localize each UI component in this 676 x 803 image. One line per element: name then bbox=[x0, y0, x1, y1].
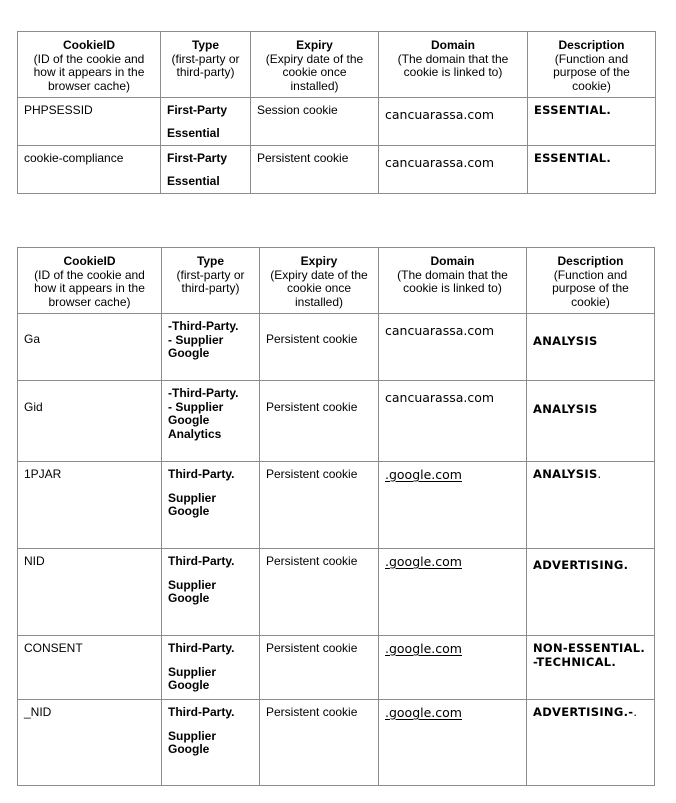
cookie-expiry: Session cookie bbox=[251, 98, 379, 146]
domain-link[interactable]: .google.com bbox=[385, 467, 462, 482]
header-subtitle: (Expiry date of the cookie once installed) bbox=[270, 267, 368, 309]
description-text: ADVERTISING. bbox=[533, 558, 629, 572]
description-text: NON-ESSENTIAL. -TECHNICAL. bbox=[533, 641, 646, 669]
header-title: Expiry bbox=[300, 254, 338, 268]
domain-link[interactable]: .google.com bbox=[385, 554, 462, 569]
domain-link[interactable]: .google.com bbox=[385, 705, 462, 720]
cookie-type-category: Essential bbox=[167, 125, 220, 140]
cookie-type bbox=[162, 636, 260, 700]
header-subtitle: (ID of the cookie and how it appears in the browser cache) bbox=[33, 51, 145, 93]
cookie-description bbox=[527, 549, 655, 636]
cookie-type-party: Third-Party. bbox=[168, 554, 235, 568]
cookie-description bbox=[527, 314, 655, 381]
cookie-id: cookie-compliance bbox=[18, 146, 161, 194]
cookie-domain bbox=[379, 700, 527, 786]
header-description bbox=[528, 32, 656, 98]
header-subtitle: (The domain that the cookie is linked to) bbox=[397, 267, 508, 295]
header-subtitle: (ID of the cookie and how it appears in the browser cache) bbox=[34, 267, 145, 309]
cookie-domain: cancuarassa.com bbox=[379, 314, 527, 381]
header-title: Domain bbox=[430, 38, 475, 52]
cookie-description bbox=[527, 462, 655, 549]
header-subtitle: (Function and purpose of the cookie) bbox=[553, 51, 630, 93]
table-row bbox=[18, 462, 655, 549]
header-title: Domain bbox=[430, 254, 475, 268]
cookie-type bbox=[161, 98, 251, 146]
header-subtitle: (first-party or third-party) bbox=[171, 51, 240, 79]
cookie-domain: cancuarassa.com bbox=[379, 146, 528, 194]
cookie-id: PHPSESSID bbox=[18, 98, 161, 146]
table-row bbox=[18, 700, 655, 786]
table-row bbox=[18, 381, 655, 462]
table-header-row bbox=[18, 32, 656, 98]
header-description bbox=[527, 248, 655, 314]
header-type bbox=[161, 32, 251, 98]
header-subtitle: (Function and purpose of the cookie) bbox=[552, 267, 629, 309]
header-cookieid bbox=[18, 248, 162, 314]
cookie-description bbox=[527, 700, 655, 786]
table-row bbox=[18, 549, 655, 636]
cookie-type-party: Third-Party. bbox=[168, 467, 235, 481]
table-row bbox=[18, 314, 655, 381]
cookie-type-supplier: Supplier Google bbox=[168, 664, 217, 692]
header-title: Expiry bbox=[296, 38, 333, 52]
header-title: Type bbox=[196, 254, 225, 268]
cookie-domain: cancuarassa.com bbox=[379, 98, 528, 146]
description-text: ANALYSIS bbox=[533, 467, 598, 481]
description-text: ADVERTISING.- bbox=[533, 705, 634, 719]
cookie-id: CONSENT bbox=[18, 636, 162, 700]
table-header-row bbox=[18, 248, 655, 314]
header-domain bbox=[379, 32, 528, 98]
cookie-description: ESSENTIAL. bbox=[528, 146, 656, 194]
domain-link[interactable]: .google.com bbox=[385, 641, 462, 656]
cookie-type: -Third-Party. - Supplier Google Analytics bbox=[162, 381, 260, 462]
header-expiry bbox=[260, 248, 379, 314]
header-title: CookieID bbox=[62, 38, 115, 52]
header-subtitle: (Expiry date of the cookie once installed) bbox=[265, 51, 364, 93]
description-text: ANALYSIS bbox=[533, 402, 598, 416]
description-text: ANALYSIS bbox=[533, 334, 598, 348]
header-type bbox=[162, 248, 260, 314]
header-title: Description bbox=[558, 38, 625, 52]
description-tail: . bbox=[633, 705, 638, 719]
cookie-expiry: Persistent cookie bbox=[260, 636, 379, 700]
header-title: Type bbox=[191, 38, 220, 52]
cookie-domain: cancuarassa.com bbox=[379, 381, 527, 462]
cookie-domain bbox=[379, 549, 527, 636]
header-domain bbox=[379, 248, 527, 314]
cookie-id: Gid bbox=[18, 381, 162, 462]
cookie-description bbox=[527, 636, 655, 700]
cookie-id: _NID bbox=[18, 700, 162, 786]
cookie-description: ESSENTIAL. bbox=[528, 98, 656, 146]
cookie-type-party: First-Party bbox=[167, 103, 228, 117]
header-expiry bbox=[251, 32, 379, 98]
cookie-expiry: Persistent cookie bbox=[251, 146, 379, 194]
cookie-expiry: Persistent cookie bbox=[260, 462, 379, 549]
cookie-type-supplier: Supplier Google bbox=[168, 728, 217, 756]
cookie-domain bbox=[379, 636, 527, 700]
cookie-table-first-party bbox=[17, 31, 656, 194]
description-tail: . bbox=[597, 467, 602, 481]
header-title: CookieID bbox=[63, 254, 116, 268]
cookie-expiry: Persistent cookie bbox=[260, 549, 379, 636]
header-subtitle: (first-party or third-party) bbox=[176, 267, 245, 295]
cookie-id: Ga bbox=[18, 314, 162, 381]
cookie-type bbox=[161, 146, 251, 194]
cookie-id: NID bbox=[18, 549, 162, 636]
table-row bbox=[18, 636, 655, 700]
cookie-description bbox=[527, 381, 655, 462]
cookie-id: 1PJAR bbox=[18, 462, 162, 549]
cookie-type bbox=[162, 462, 260, 549]
cookie-type-party: Third-Party. bbox=[168, 705, 235, 719]
header-cookieid bbox=[18, 32, 161, 98]
cookie-type-party: Third-Party. bbox=[168, 641, 235, 655]
cookie-domain bbox=[379, 462, 527, 549]
table-row bbox=[18, 98, 656, 146]
cookie-expiry: Persistent cookie bbox=[260, 314, 379, 381]
cookie-type-supplier: Supplier Google bbox=[168, 490, 217, 518]
cookie-type-party: First-Party bbox=[167, 151, 228, 165]
cookie-type-category: Essential bbox=[167, 173, 220, 188]
header-title: Description bbox=[557, 254, 624, 268]
cookie-table-third-party bbox=[17, 247, 655, 786]
header-subtitle: (The domain that the cookie is linked to) bbox=[397, 51, 509, 79]
cookie-type bbox=[162, 700, 260, 786]
cookie-type bbox=[162, 549, 260, 636]
table-row bbox=[18, 146, 656, 194]
cookie-expiry: Persistent cookie bbox=[260, 381, 379, 462]
cookie-type: -Third-Party. - Supplier Google bbox=[162, 314, 260, 381]
cookie-type-supplier: Supplier Google bbox=[168, 577, 217, 605]
cookie-expiry: Persistent cookie bbox=[260, 700, 379, 786]
